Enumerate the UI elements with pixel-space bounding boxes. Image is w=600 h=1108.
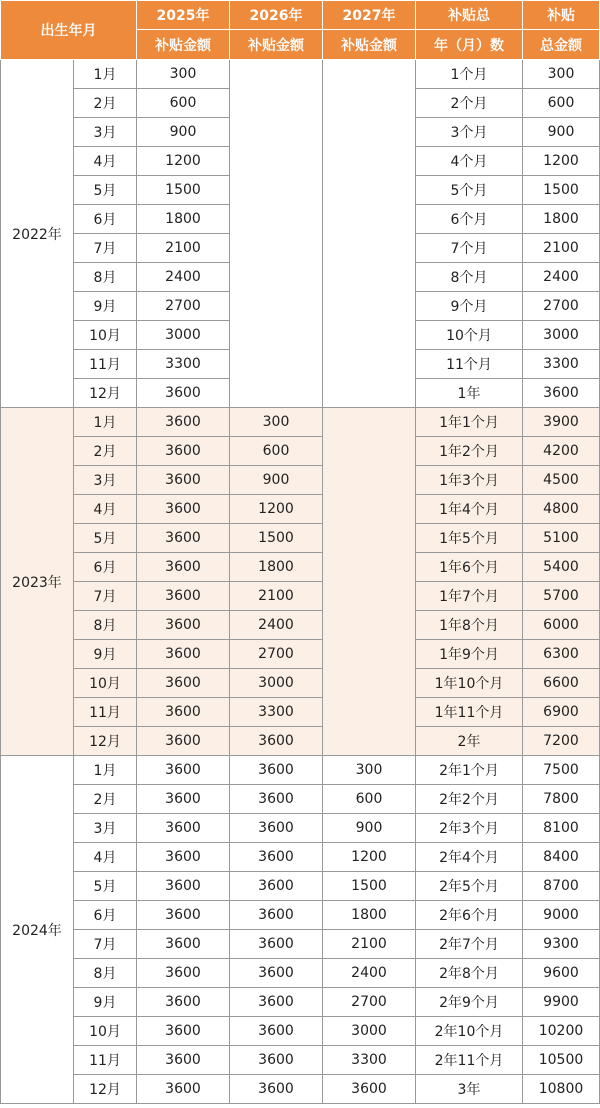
- birth-month-cell: 5月: [74, 524, 137, 553]
- amount-2026-cell: 3000: [230, 669, 323, 698]
- total-duration-cell: 2个月: [416, 89, 523, 118]
- birth-month-cell: 3月: [74, 466, 137, 495]
- amount-2025-cell: 3600: [137, 408, 230, 437]
- amount-2026-cell: 1500: [230, 524, 323, 553]
- total-amount-cell: 3000: [523, 321, 600, 350]
- birth-month-cell: 8月: [74, 611, 137, 640]
- total-duration-cell: 2年8个月: [416, 959, 523, 988]
- total-duration-cell: 2年4个月: [416, 843, 523, 872]
- birth-month-cell: 12月: [74, 1075, 137, 1104]
- amount-2026-cell: 2700: [230, 640, 323, 669]
- header-total-duration-bottom: 年（月）数: [416, 30, 523, 60]
- total-amount-cell: 2700: [523, 292, 600, 321]
- total-amount-cell: 10800: [523, 1075, 600, 1104]
- header-2027-amount: 补贴金额: [323, 30, 416, 60]
- total-amount-cell: 4800: [523, 495, 600, 524]
- total-amount-cell: 7200: [523, 727, 600, 756]
- birth-month-cell: 11月: [74, 350, 137, 379]
- total-duration-cell: 2年7个月: [416, 930, 523, 959]
- amount-2026-cell: 900: [230, 466, 323, 495]
- total-duration-cell: 7个月: [416, 234, 523, 263]
- amount-2025-cell: 3300: [137, 350, 230, 379]
- amount-2025-cell: 3600: [137, 582, 230, 611]
- amount-2026-cell: 1800: [230, 553, 323, 582]
- total-duration-cell: 1年3个月: [416, 466, 523, 495]
- amount-2025-cell: 3600: [137, 437, 230, 466]
- table-row: [1, 60, 600, 89]
- amount-2025-cell: 3000: [137, 321, 230, 350]
- table-row: [1, 988, 600, 1017]
- table-row: [1, 1075, 600, 1104]
- amount-2026-cell: 3600: [230, 959, 323, 988]
- total-duration-cell: 1年8个月: [416, 611, 523, 640]
- total-amount-cell: 6300: [523, 640, 600, 669]
- amount-2025-cell: 3600: [137, 930, 230, 959]
- total-amount-cell: 7500: [523, 756, 600, 785]
- amount-2026-cell: 3600: [230, 1046, 323, 1075]
- birth-month-cell: 6月: [74, 553, 137, 582]
- birth-month-cell: 9月: [74, 988, 137, 1017]
- total-duration-cell: 1年11个月: [416, 698, 523, 727]
- amount-2025-cell: 1200: [137, 147, 230, 176]
- total-amount-cell: 10500: [523, 1046, 600, 1075]
- amount-2025-cell: 900: [137, 118, 230, 147]
- birth-year-cell: 2022年: [1, 60, 74, 408]
- birth-month-cell: 9月: [74, 292, 137, 321]
- year-group-2: [1, 756, 600, 1104]
- header-total-amount-top: 补贴: [523, 1, 600, 30]
- total-amount-cell: 1800: [523, 205, 600, 234]
- total-duration-cell: 9个月: [416, 292, 523, 321]
- amount-2027-cell: 3600: [323, 1075, 416, 1104]
- amount-2025-cell: 1500: [137, 176, 230, 205]
- amount-2025-cell: 3600: [137, 524, 230, 553]
- amount-2026-cell: 3600: [230, 872, 323, 901]
- birth-month-cell: 8月: [74, 959, 137, 988]
- total-amount-cell: 7800: [523, 785, 600, 814]
- header-total-amount-bottom: 总金额: [523, 30, 600, 60]
- total-duration-cell: 2年6个月: [416, 901, 523, 930]
- year-group-0: [1, 60, 600, 408]
- birth-month-cell: 7月: [74, 234, 137, 263]
- birth-month-cell: 3月: [74, 814, 137, 843]
- table-row: [1, 611, 600, 640]
- amount-2025-cell: 3600: [137, 379, 230, 408]
- total-duration-cell: 1年6个月: [416, 553, 523, 582]
- total-duration-cell: 2年3个月: [416, 814, 523, 843]
- total-duration-cell: 1年10个月: [416, 669, 523, 698]
- total-duration-cell: 8个月: [416, 263, 523, 292]
- amount-2025-cell: 3600: [137, 553, 230, 582]
- birth-month-cell: 11月: [74, 1046, 137, 1075]
- total-amount-cell: 5400: [523, 553, 600, 582]
- amount-2025-cell: 300: [137, 60, 230, 89]
- amount-2027-cell: 3300: [323, 1046, 416, 1075]
- birth-month-cell: 4月: [74, 495, 137, 524]
- total-amount-cell: 6600: [523, 669, 600, 698]
- birth-month-cell: 10月: [74, 1017, 137, 1046]
- amount-2027-cell: 2100: [323, 930, 416, 959]
- amount-2025-cell: 3600: [137, 814, 230, 843]
- total-amount-cell: 9300: [523, 930, 600, 959]
- table-row: [1, 408, 600, 437]
- birth-month-cell: 7月: [74, 930, 137, 959]
- birth-month-cell: 10月: [74, 669, 137, 698]
- birth-month-cell: 4月: [74, 843, 137, 872]
- amount-2027-cell: 1200: [323, 843, 416, 872]
- amount-2027-cell: 1500: [323, 872, 416, 901]
- total-duration-cell: 1年4个月: [416, 495, 523, 524]
- amount-2025-cell: 3600: [137, 1046, 230, 1075]
- total-duration-cell: 11个月: [416, 350, 523, 379]
- total-amount-cell: 5700: [523, 582, 600, 611]
- amount-2027-cell: 300: [323, 756, 416, 785]
- amount-2025-cell: 3600: [137, 466, 230, 495]
- amount-2027-cell: 2700: [323, 988, 416, 1017]
- amount-2026-cell: 600: [230, 437, 323, 466]
- total-duration-cell: 2年2个月: [416, 785, 523, 814]
- amount-2025-cell: 3600: [137, 756, 230, 785]
- amount-2026-cell: 3300: [230, 698, 323, 727]
- table-row: [1, 1017, 600, 1046]
- table-row: [1, 524, 600, 553]
- amount-2025-cell: 3600: [137, 1075, 230, 1104]
- amount-2026-cell: 3600: [230, 988, 323, 1017]
- birth-month-cell: 6月: [74, 901, 137, 930]
- table-row: [1, 843, 600, 872]
- year-group-1: [1, 408, 600, 756]
- total-amount-cell: 4200: [523, 437, 600, 466]
- table-row: [1, 437, 600, 466]
- table-row: [1, 785, 600, 814]
- amount-2026-cell: 1200: [230, 495, 323, 524]
- table-row: [1, 1046, 600, 1075]
- total-amount-cell: 3600: [523, 379, 600, 408]
- total-duration-cell: 3年: [416, 1075, 523, 1104]
- total-duration-cell: 2年11个月: [416, 1046, 523, 1075]
- table-row: [1, 582, 600, 611]
- birth-month-cell: 2月: [74, 785, 137, 814]
- birth-month-cell: 1月: [74, 408, 137, 437]
- amount-2027-cell: 2400: [323, 959, 416, 988]
- total-amount-cell: 3300: [523, 350, 600, 379]
- header-birth: 出生年月: [1, 1, 137, 60]
- amount-2025-cell: 3600: [137, 901, 230, 930]
- amount-2026-cell: 3600: [230, 843, 323, 872]
- total-duration-cell: 2年1个月: [416, 756, 523, 785]
- total-duration-cell: 5个月: [416, 176, 523, 205]
- total-amount-cell: 8700: [523, 872, 600, 901]
- amount-2025-cell: 3600: [137, 669, 230, 698]
- amount-2026-cell: 3600: [230, 930, 323, 959]
- amount-2025-cell: 3600: [137, 640, 230, 669]
- birth-month-cell: 5月: [74, 176, 137, 205]
- table-row: [1, 901, 600, 930]
- table-row: [1, 466, 600, 495]
- table-row: [1, 756, 600, 785]
- total-amount-cell: 10200: [523, 1017, 600, 1046]
- table-row: [1, 727, 600, 756]
- table-row: [1, 495, 600, 524]
- table-row: [1, 959, 600, 988]
- total-duration-cell: 2年9个月: [416, 988, 523, 1017]
- total-amount-cell: 1200: [523, 147, 600, 176]
- total-duration-cell: 4个月: [416, 147, 523, 176]
- amount-2026-cell: 3600: [230, 901, 323, 930]
- birth-month-cell: 1月: [74, 756, 137, 785]
- amount-2025-cell: 3600: [137, 959, 230, 988]
- total-amount-cell: 2100: [523, 234, 600, 263]
- birth-month-cell: 9月: [74, 640, 137, 669]
- birth-month-cell: 6月: [74, 205, 137, 234]
- total-amount-cell: 300: [523, 60, 600, 89]
- amount-2026-cell: 2100: [230, 582, 323, 611]
- amount-2025-cell: 600: [137, 89, 230, 118]
- birth-month-cell: 4月: [74, 147, 137, 176]
- amount-2026-cell-empty: [230, 60, 323, 408]
- amount-2027-cell: 600: [323, 785, 416, 814]
- birth-month-cell: 1月: [74, 60, 137, 89]
- total-amount-cell: 9000: [523, 901, 600, 930]
- amount-2026-cell: 300: [230, 408, 323, 437]
- header-total-duration-top: 补贴总: [416, 1, 523, 30]
- total-amount-cell: 2400: [523, 263, 600, 292]
- total-amount-cell: 6000: [523, 611, 600, 640]
- total-amount-cell: 4500: [523, 466, 600, 495]
- amount-2025-cell: 3600: [137, 495, 230, 524]
- total-duration-cell: 1年: [416, 379, 523, 408]
- amount-2027-cell: 900: [323, 814, 416, 843]
- birth-year-cell: 2023年: [1, 408, 74, 756]
- total-duration-cell: 2年10个月: [416, 1017, 523, 1046]
- amount-2025-cell: 1800: [137, 205, 230, 234]
- header-2025-amount: 补贴金额: [137, 30, 230, 60]
- birth-month-cell: 5月: [74, 872, 137, 901]
- total-duration-cell: 2年: [416, 727, 523, 756]
- total-duration-cell: 10个月: [416, 321, 523, 350]
- header-2026-year: 2026年: [230, 1, 323, 30]
- header-2025-year: 2025年: [137, 1, 230, 30]
- amount-2026-cell: 3600: [230, 814, 323, 843]
- birth-month-cell: 8月: [74, 263, 137, 292]
- total-amount-cell: 1500: [523, 176, 600, 205]
- table-header: [1, 1, 600, 60]
- total-duration-cell: 1个月: [416, 60, 523, 89]
- total-amount-cell: 9900: [523, 988, 600, 1017]
- amount-2025-cell: 3600: [137, 988, 230, 1017]
- table-row: [1, 814, 600, 843]
- total-amount-cell: 8100: [523, 814, 600, 843]
- amount-2027-cell-empty: [323, 408, 416, 756]
- amount-2026-cell: 3600: [230, 1017, 323, 1046]
- amount-2025-cell: 3600: [137, 843, 230, 872]
- total-amount-cell: 8400: [523, 843, 600, 872]
- birth-month-cell: 11月: [74, 698, 137, 727]
- header-2027-year: 2027年: [323, 1, 416, 30]
- amount-2027-cell-empty: [323, 60, 416, 408]
- total-amount-cell: 5100: [523, 524, 600, 553]
- amount-2025-cell: 2700: [137, 292, 230, 321]
- amount-2025-cell: 2100: [137, 234, 230, 263]
- birth-month-cell: 10月: [74, 321, 137, 350]
- amount-2025-cell: 3600: [137, 785, 230, 814]
- amount-2026-cell: 3600: [230, 785, 323, 814]
- table-row: [1, 640, 600, 669]
- amount-2027-cell: 3000: [323, 1017, 416, 1046]
- table-row: [1, 930, 600, 959]
- total-duration-cell: 1年7个月: [416, 582, 523, 611]
- total-duration-cell: 1年5个月: [416, 524, 523, 553]
- total-duration-cell: 2年5个月: [416, 872, 523, 901]
- birth-month-cell: 2月: [74, 437, 137, 466]
- birth-year-cell: 2024年: [1, 756, 74, 1104]
- total-amount-cell: 3900: [523, 408, 600, 437]
- total-duration-cell: 6个月: [416, 205, 523, 234]
- amount-2025-cell: 3600: [137, 727, 230, 756]
- total-duration-cell: 3个月: [416, 118, 523, 147]
- total-amount-cell: 600: [523, 89, 600, 118]
- total-duration-cell: 1年2个月: [416, 437, 523, 466]
- table-row: [1, 669, 600, 698]
- birth-month-cell: 12月: [74, 727, 137, 756]
- amount-2025-cell: 3600: [137, 698, 230, 727]
- birth-month-cell: 3月: [74, 118, 137, 147]
- total-duration-cell: 1年1个月: [416, 408, 523, 437]
- table-row: [1, 872, 600, 901]
- birth-month-cell: 2月: [74, 89, 137, 118]
- amount-2025-cell: 3600: [137, 872, 230, 901]
- total-amount-cell: 900: [523, 118, 600, 147]
- amount-2026-cell: 2400: [230, 611, 323, 640]
- amount-2026-cell: 3600: [230, 727, 323, 756]
- amount-2026-cell: 3600: [230, 1075, 323, 1104]
- amount-2025-cell: 3600: [137, 1017, 230, 1046]
- total-amount-cell: 6900: [523, 698, 600, 727]
- amount-2026-cell: 3600: [230, 756, 323, 785]
- table-row: [1, 698, 600, 727]
- amount-2027-cell: 1800: [323, 901, 416, 930]
- birth-month-cell: 12月: [74, 379, 137, 408]
- total-amount-cell: 9600: [523, 959, 600, 988]
- birth-month-cell: 7月: [74, 582, 137, 611]
- table-row: [1, 553, 600, 582]
- header-2026-amount: 补贴金额: [230, 30, 323, 60]
- amount-2025-cell: 3600: [137, 611, 230, 640]
- total-duration-cell: 1年9个月: [416, 640, 523, 669]
- amount-2025-cell: 2400: [137, 263, 230, 292]
